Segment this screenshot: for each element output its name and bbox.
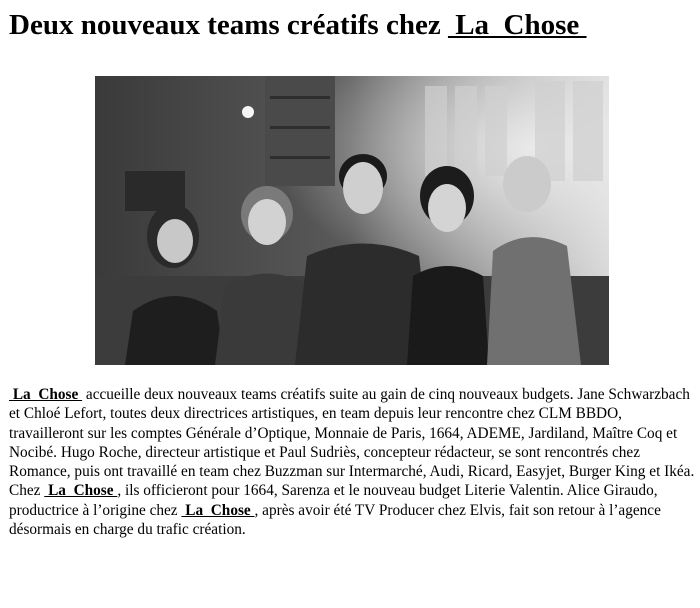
article-title-text: Deux nouveaux teams créatifs chez [9, 9, 441, 41]
team-photo [95, 76, 609, 365]
article-paragraph [9, 385, 695, 539]
paragraph-part2: , ils officieront pour 1664, Sarenza et le nouveau budget Literie Valentin. Alice Giraudo, productrice à l’origine chez [9, 482, 658, 519]
brand-link-middle[interactable]: La Chose [44, 482, 118, 500]
brand-link-end[interactable]: La Chose [181, 501, 255, 519]
paragraph-part1: accueille deux nouveaux teams créatifs suite au gain de cinq nouveaux budgets. Jane Schwarzbach et Chloé Lefort, toutes deux directrices artistiques, en team depuis leur rencontre chez CLM BBDO, travailleront sur les comptes Générale d’Optique, Monnaie de Paris, 1664, ADEME, Jardiland, Maître Coq et Nocibé. Hugo Roche, directeur artistique et Paul Sudriès, concepteur rédacteur, se sont rencontrés chez Romance, puis ont travaillé en team chez Buzzman sur Intermarché, Audi, Ricard, Easyjet, Burger King et Ikéa. Chez [9, 386, 695, 500]
brand-link-title[interactable]: La Chose [447, 9, 587, 41]
team-photo-illustration [95, 76, 609, 365]
paragraph-part3: , après avoir été TV Producer chez Elvis, fait son retour à l’agence désormais en charge du trafic création. [9, 501, 661, 539]
brand-link-intro[interactable]: La Chose [9, 386, 83, 403]
article-title [9, 8, 699, 42]
